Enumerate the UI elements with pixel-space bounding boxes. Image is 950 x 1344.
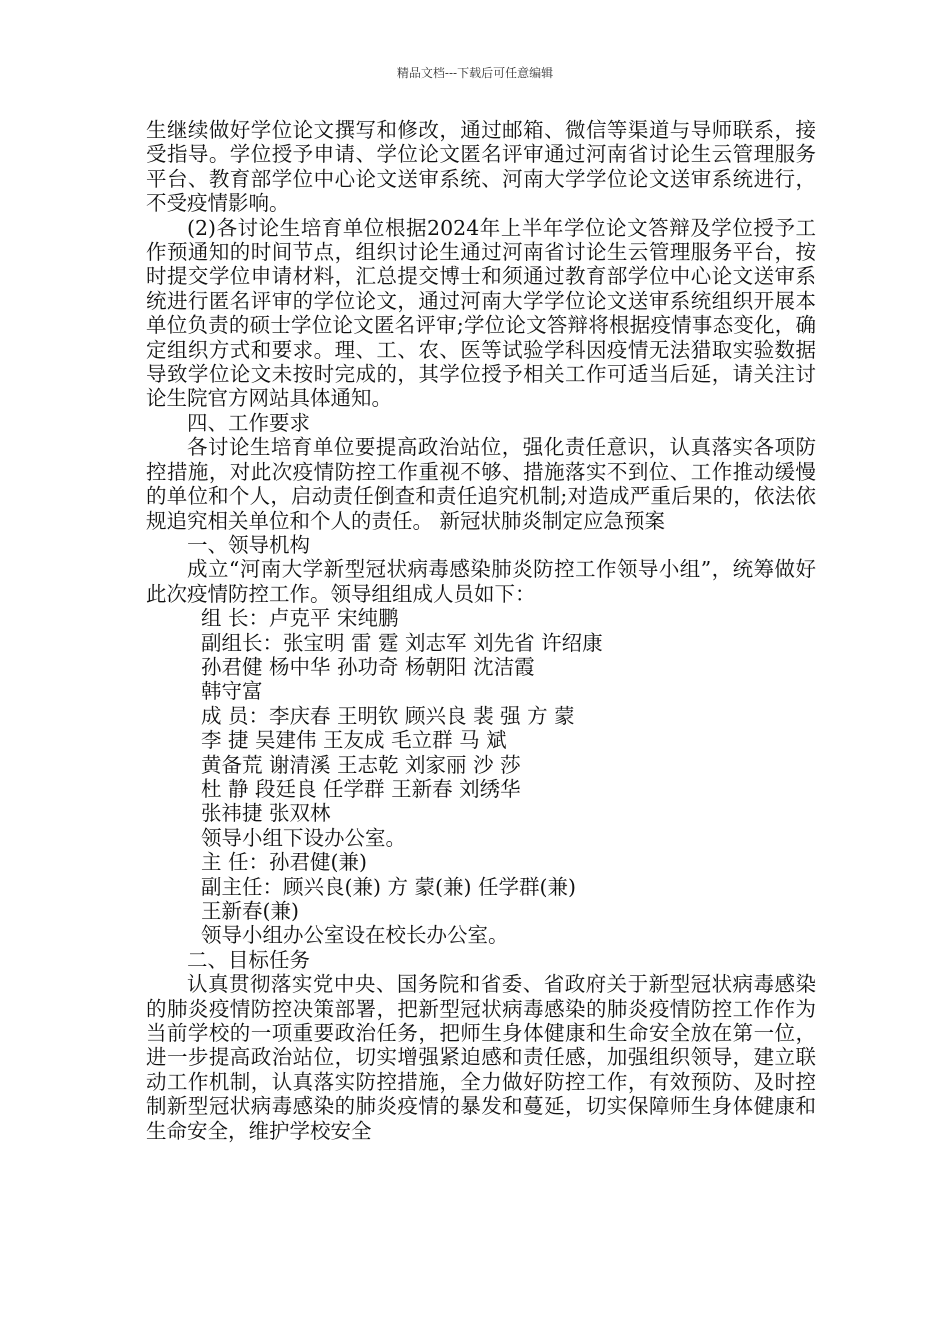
section-heading-work-requirements: 四、工作要求 (187, 410, 310, 435)
roster-vice-director-line1: 副主任：顾兴良(兼) 方 蒙(兼) 任学群(兼) (201, 874, 577, 899)
roster-deputy-line1: 副组长：张宝明 雷 霆 刘志军 刘先省 许绍康 (201, 630, 603, 655)
roster-member-line4: 杜 静 段廷良 任学群 王新春 刘绣华 (201, 776, 521, 801)
paragraph-item-2: (2)各讨论生培育单位根据2024年上半年学位论文答辩及学位授予工作预通知的时间节点，组织讨论生通过河南省讨论生云管理服务平台，按时提交学位申请材料，汇总提交博士和须通过教育部学位中心论文送审系统进行匿名评审的学位论文，通过河南大学学位论文送审系统组织开展本单位负责的硕士学位论文匿名评审;学位论文答辩将根据疫情事态变化，确定组织方式和要求。理、工、农、医等试验学科因疫情无法猎取实验数据导致学位论文未按时完成的，其学位授予相关工作可适当后延，请关注讨论生院官方网站具体通知。 (146, 215, 816, 411)
roster-deputy-line3: 韩守富 (201, 679, 263, 704)
roster-director: 主 任：孙君健(兼) (201, 850, 368, 875)
paragraph-continuation: 生继续做好学位论文撰写和修改，通过邮箱、微信等渠道与导师联系，接受指导。学位授予申请、学位论文匿名评审通过河南省讨论生云管理服务平台、教育部学位中心论文送审系统、河南大学学位论文送审系统进行，不受疫情影响。 (146, 118, 816, 216)
roster-deputy-line2: 孙君健 杨中华 孙功奇 杨朝阳 沈洁霞 (201, 654, 535, 679)
paragraph-leadership-group: 成立“河南大学新型冠状病毒感染肺炎防控工作领导小组”，统筹做好此次疫情防控工作。领导组组成人员如下： (146, 557, 816, 606)
roster-member-line1: 成 员：李庆春 王明钦 顾兴良 裴 强 方 蒙 (201, 703, 575, 728)
roster-office-location: 领导小组办公室设在校长办公室。 (201, 923, 509, 948)
page-header: 精品文档---下载后可任意编辑 (396, 66, 554, 80)
roster-member-line5: 张祎捷 张双林 (201, 801, 331, 826)
roster-leader: 组 长：卢克平 宋纯鹏 (201, 606, 399, 631)
roster-member-line2: 李 捷 吴建伟 王友成 毛立群 马 斌 (201, 728, 507, 753)
paragraph-goals: 认真贯彻落实党中央、国务院和省委、省政府关于新型冠状病毒感染的肺炎疫情防控决策部署，把新型冠状病毒感染的肺炎疫情防控工作作为当前学校的一项重要政治任务，把师生身体健康和生命安全放在第一位，进一步提高政治站位，切实增强紧迫感和责任感，加强组织领导，建立联动工作机制，认真落实防控措施，全力做好防控工作，有效预防、及时控制新型冠状病毒感染的肺炎疫情的暴发和蔓延，切实保障师生身体健康和生命安全，维护学校安全 (146, 972, 816, 1143)
document-body (146, 118, 816, 1143)
roster-vice-director-line2: 王新春(兼) (201, 899, 299, 923)
roster-member-line3: 黄备荒 谢清溪 王志乾 刘家丽 沙 莎 (201, 752, 521, 777)
roster-office-set: 领导小组下设办公室。 (201, 825, 406, 850)
section-heading-goals: 二、目标任务 (187, 947, 310, 972)
paragraph-work-requirements: 各讨论生培育单位要提高政治站位，强化责任意识，认真落实各项防控措施，对此次疫情防控工作重视不够、措施落实不到位、工作推动缓慢的单位和个人，启动责任倒查和责任追究机制;对造成严重后果的，依法依规追究相关单位和个人的责任。 新冠状肺炎制定应急预案 (146, 435, 816, 533)
section-heading-leadership: 一、领导机构 (187, 532, 310, 557)
